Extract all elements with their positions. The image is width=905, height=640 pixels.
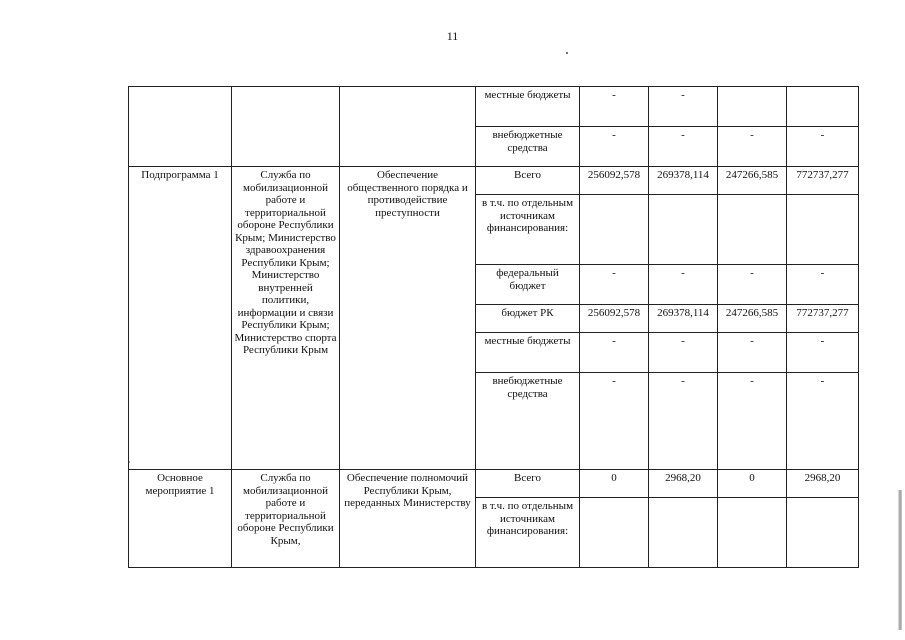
value-cell: - xyxy=(787,333,859,373)
value-cell: - xyxy=(649,87,718,127)
scan-edge-shadow xyxy=(898,490,902,630)
value-cell: 2968,20 xyxy=(649,470,718,498)
value-cell: 0 xyxy=(718,470,787,498)
value-cell: - xyxy=(787,265,859,305)
goal-cell: Обеспечение полномочий Республики Крым, переданных Министерству xyxy=(340,470,476,568)
value-cell: - xyxy=(649,333,718,373)
program-name-cell xyxy=(129,87,232,167)
table-row xyxy=(129,167,859,195)
value-cell: - xyxy=(580,87,649,127)
source-cell: бюджет РК xyxy=(476,305,580,333)
value-cell: - xyxy=(580,373,649,470)
executor-cell: Служба по мобилизационной работе и территориальной обороне Республики Крым, xyxy=(232,470,340,568)
value-cell: 247266,585 xyxy=(718,305,787,333)
source-cell: Всего xyxy=(476,470,580,498)
page-number: 11 xyxy=(446,29,459,43)
value-cell xyxy=(718,195,787,265)
value-cell: 269378,114 xyxy=(649,167,718,195)
value-cell xyxy=(580,498,649,568)
value-cell: 772737,277 xyxy=(787,305,859,333)
value-cell: - xyxy=(649,373,718,470)
value-cell: 772737,277 xyxy=(787,167,859,195)
value-cell: - xyxy=(649,265,718,305)
program-name-cell: Подпрограмма 1 xyxy=(129,167,232,470)
source-cell: местные бюджеты xyxy=(476,87,580,127)
value-cell: 0 xyxy=(580,470,649,498)
value-cell: 256092,578 xyxy=(580,305,649,333)
value-cell: - xyxy=(718,373,787,470)
value-cell xyxy=(718,87,787,127)
value-cell: - xyxy=(787,127,859,167)
value-cell: 2968,20 xyxy=(787,470,859,498)
source-cell: местные бюджеты xyxy=(476,333,580,373)
table-row xyxy=(129,470,859,498)
value-cell: 269378,114 xyxy=(649,305,718,333)
source-cell: Всего xyxy=(476,167,580,195)
source-cell: внебюджетные средства xyxy=(476,127,580,167)
value-cell: - xyxy=(649,127,718,167)
goal-cell: Обеспечение общественного порядка и противодействие преступности xyxy=(340,167,476,470)
value-cell: - xyxy=(580,127,649,167)
source-cell: в т.ч. по отдельным источникам финансирования: xyxy=(476,195,580,265)
value-cell: - xyxy=(580,265,649,305)
value-cell: - xyxy=(580,333,649,373)
source-cell: в т.ч. по отдельным источникам финансирования: xyxy=(476,498,580,568)
value-cell xyxy=(649,498,718,568)
source-cell: федеральный бюджет xyxy=(476,265,580,305)
value-cell: 247266,585 xyxy=(718,167,787,195)
executor-cell xyxy=(232,87,340,167)
value-cell: - xyxy=(718,127,787,167)
value-cell xyxy=(718,498,787,568)
goal-cell xyxy=(340,87,476,167)
value-cell xyxy=(649,195,718,265)
scan-speck xyxy=(566,52,568,54)
value-cell: - xyxy=(718,265,787,305)
source-cell: внебюджетные средства xyxy=(476,373,580,470)
value-cell: - xyxy=(787,373,859,470)
value-cell: - xyxy=(718,333,787,373)
value-cell xyxy=(580,195,649,265)
value-cell xyxy=(787,195,859,265)
executor-cell: Служба по мобилизационной работе и территориальной обороне Республики Крым; Министерство здравоохранения Республики Крым; Министерство внутренней политики, информации и связи Республики Крым; Министерство спорта Республики Крым xyxy=(232,167,340,470)
value-cell: 256092,578 xyxy=(580,167,649,195)
program-name-cell: Основное мероприятие 1 xyxy=(129,470,232,568)
value-cell xyxy=(787,87,859,127)
value-cell xyxy=(787,498,859,568)
table-row xyxy=(129,87,859,127)
financing-table xyxy=(128,86,859,568)
